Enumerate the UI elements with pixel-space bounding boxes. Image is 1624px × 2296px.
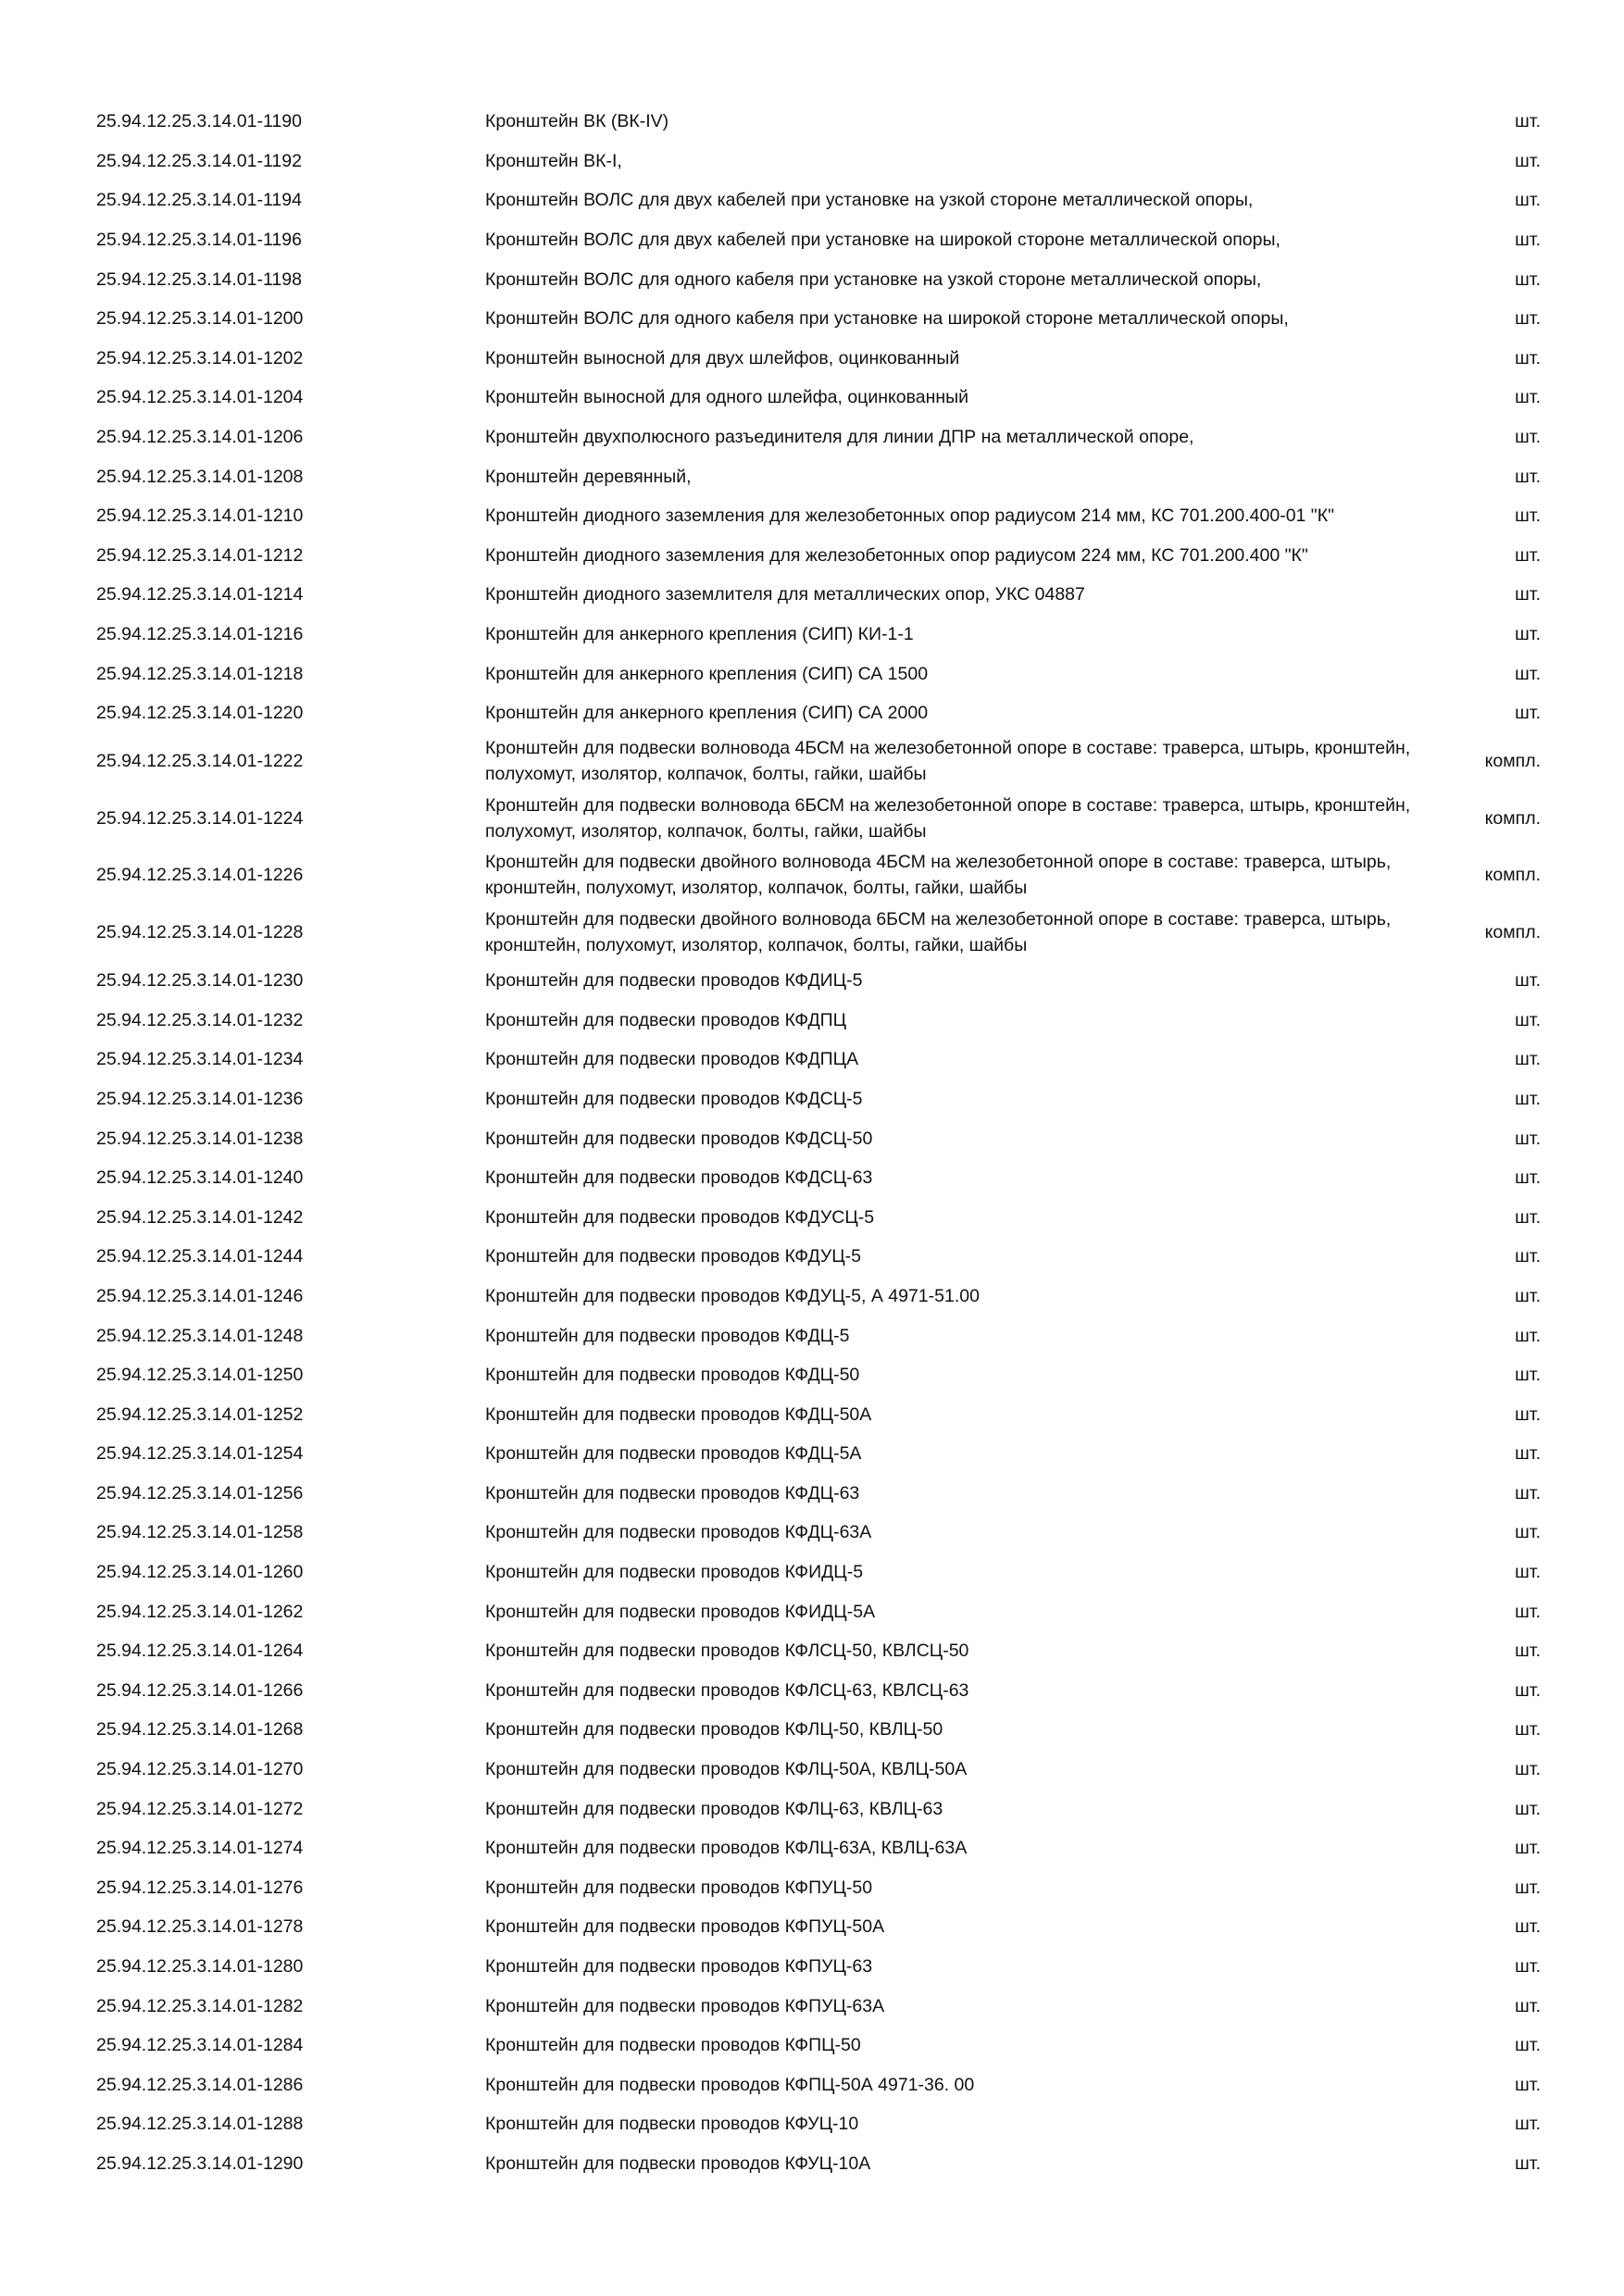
table-row — [96, 1986, 1572, 2026]
table-row — [96, 2026, 1572, 2065]
resource-name: Кронштейн для подвески проводов КФЛСЦ-63, КВЛСЦ-63 — [485, 1679, 969, 1701]
table-row — [96, 378, 1572, 418]
unit-of-measure: шт. — [1515, 308, 1541, 330]
unit-of-measure: шт. — [1515, 1719, 1541, 1741]
resource-name: Кронштейн для подвески проводов КФДЦ-63 — [485, 1482, 860, 1504]
unit-of-measure: компл. — [1484, 807, 1541, 829]
unit-of-measure: шт. — [1515, 544, 1541, 566]
resource-code: 25.94.12.25.3.14.01-1212 — [96, 544, 304, 566]
resource-name: Кронштейн для подвески проводов КФЛЦ-50, КВЛЦ-50 — [485, 1719, 943, 1741]
resource-name: Кронштейн для подвески проводов КФЛЦ-63А, КВЛЦ-63А — [485, 1838, 968, 1859]
resource-code: 25.94.12.25.3.14.01-1250 — [96, 1365, 304, 1386]
resource-name: Кронштейн для анкерного крепления (СИП) СА 2000 — [485, 703, 929, 724]
resource-name: Кронштейн для подвески волновода 6БСМ на железобетонной опоре в составе: траверса, штырь, кронштейн, полухомут, изолятор, колпачок, болты, гайки, шайбы — [485, 794, 1411, 842]
unit-of-measure: шт. — [1515, 427, 1541, 448]
unit-of-measure: шт. — [1515, 111, 1541, 132]
resource-name: Кронштейн для подвески проводов КФПУЦ-50А — [485, 1916, 885, 1938]
resource-code: 25.94.12.25.3.14.01-1232 — [96, 1009, 304, 1030]
resource-name: Кронштейн для подвески проводов КФДЦ-63А — [485, 1522, 872, 1543]
unit-of-measure: шт. — [1515, 2114, 1541, 2135]
resource-name: Кронштейн для подвески проводов КФДЦ-5 — [485, 1325, 850, 1346]
table-row — [96, 1907, 1572, 1947]
resource-code: 25.94.12.25.3.14.01-1284 — [96, 2035, 304, 2056]
table-row — [96, 1513, 1572, 1553]
resource-code: 25.94.12.25.3.14.01-1266 — [96, 1679, 304, 1701]
resource-code: 25.94.12.25.3.14.01-1264 — [96, 1641, 304, 1662]
resource-name: Кронштейн для подвески проводов КФДЦ-50А — [485, 1404, 872, 1425]
resource-name: Кронштейн для подвески проводов КФЛСЦ-50, КВЛСЦ-50 — [485, 1641, 969, 1662]
unit-of-measure: шт. — [1515, 230, 1541, 251]
table-row — [96, 418, 1572, 457]
table-row — [96, 904, 1572, 961]
table-row — [96, 1118, 1572, 1158]
table-row — [96, 2144, 1572, 2184]
table-row — [96, 496, 1572, 536]
resource-code: 25.94.12.25.3.14.01-1208 — [96, 466, 304, 487]
unit-of-measure: компл. — [1484, 865, 1541, 886]
unit-of-measure: шт. — [1515, 1838, 1541, 1859]
resource-name: Кронштейн для подвески проводов КФДУЦ-5, А 4971-51.00 — [485, 1285, 980, 1306]
resource-name: Кронштейн для подвески проводов КФДСЦ-50 — [485, 1128, 873, 1149]
unit-of-measure: шт. — [1515, 1601, 1541, 1622]
unit-of-measure: шт. — [1515, 1246, 1541, 1267]
resource-code: 25.94.12.25.3.14.01-1238 — [96, 1128, 304, 1149]
resource-code: 25.94.12.25.3.14.01-1226 — [96, 865, 304, 886]
resource-code: 25.94.12.25.3.14.01-1242 — [96, 1206, 304, 1228]
resource-name: Кронштейн диодного заземления для железобетонных опор радиусом 224 мм, КС 701.200.400 "К" — [485, 544, 1308, 566]
table-row — [96, 102, 1572, 142]
resource-code: 25.94.12.25.3.14.01-1248 — [96, 1325, 304, 1346]
resource-name: Кронштейн для подвески проводов КФЛЦ-63, КВЛЦ-63 — [485, 1798, 943, 1819]
resource-code: 25.94.12.25.3.14.01-1290 — [96, 2152, 304, 2174]
table-row — [96, 2065, 1572, 2105]
resource-name: Кронштейн для подвески проводов КФУЦ-10А — [485, 2152, 871, 2174]
resource-code: 25.94.12.25.3.14.01-1256 — [96, 1482, 304, 1504]
table-row — [96, 1000, 1572, 1040]
resource-code: 25.94.12.25.3.14.01-1278 — [96, 1916, 304, 1938]
unit-of-measure: шт. — [1515, 1285, 1541, 1306]
unit-of-measure: шт. — [1515, 1128, 1541, 1149]
unit-of-measure: шт. — [1515, 1443, 1541, 1465]
resource-name: Кронштейн деревянный, — [485, 466, 692, 487]
table-row — [96, 733, 1572, 791]
resource-code: 25.94.12.25.3.14.01-1274 — [96, 1838, 304, 1859]
resource-name: Кронштейн для подвески проводов КФПУЦ-63А — [485, 1995, 885, 2016]
resource-code: 25.94.12.25.3.14.01-1202 — [96, 347, 304, 368]
resource-code: 25.94.12.25.3.14.01-1194 — [96, 190, 302, 211]
unit-of-measure: шт. — [1515, 505, 1541, 527]
table-row — [96, 1237, 1572, 1277]
unit-of-measure: шт. — [1515, 1404, 1541, 1425]
table-row — [96, 1434, 1572, 1474]
resource-code: 25.94.12.25.3.14.01-1222 — [96, 751, 304, 772]
resource-code: 25.94.12.25.3.14.01-1218 — [96, 663, 304, 684]
resource-code: 25.94.12.25.3.14.01-1280 — [96, 1956, 304, 1978]
unit-of-measure: шт. — [1515, 347, 1541, 368]
table-row — [96, 1828, 1572, 1868]
unit-of-measure: шт. — [1515, 387, 1541, 408]
resource-name: Кронштейн ВК-I, — [485, 150, 622, 171]
unit-of-measure: шт. — [1515, 1995, 1541, 2016]
resource-code: 25.94.12.25.3.14.01-1276 — [96, 1877, 304, 1898]
unit-of-measure: шт. — [1515, 1877, 1541, 1898]
resource-name: Кронштейн ВОЛС для одного кабеля при установке на широкой стороне металлической опоры, — [485, 308, 1289, 330]
table-row — [96, 654, 1572, 693]
resource-code: 25.94.12.25.3.14.01-1270 — [96, 1759, 304, 1780]
resource-name: Кронштейн для подвески проводов КФПЦ-50 — [485, 2035, 861, 2056]
unit-of-measure: шт. — [1515, 190, 1541, 211]
unit-of-measure: шт. — [1515, 466, 1541, 487]
unit-of-measure: шт. — [1515, 1049, 1541, 1070]
resource-name: Кронштейн для подвески проводов КФДСЦ-63 — [485, 1167, 873, 1189]
unit-of-measure: шт. — [1515, 1956, 1541, 1978]
resource-code: 25.94.12.25.3.14.01-1214 — [96, 584, 304, 605]
resource-name: Кронштейн для подвески проводов КФПУЦ-63 — [485, 1956, 873, 1978]
table-row — [96, 693, 1572, 733]
table-row — [96, 615, 1572, 655]
table-row — [96, 1277, 1572, 1316]
resource-name: Кронштейн для анкерного крепления (СИП) КИ-1-1 — [485, 624, 914, 645]
unit-of-measure: шт. — [1515, 2035, 1541, 2056]
resource-code: 25.94.12.25.3.14.01-1282 — [96, 1995, 304, 2016]
table-row — [96, 1789, 1572, 1828]
unit-of-measure: шт. — [1515, 584, 1541, 605]
unit-of-measure: шт. — [1515, 1916, 1541, 1938]
resource-name: Кронштейн диодного заземлителя для металлических опор, УКС 04887 — [485, 584, 1085, 605]
resource-code: 25.94.12.25.3.14.01-1192 — [96, 150, 302, 171]
resource-code: 25.94.12.25.3.14.01-1246 — [96, 1285, 304, 1306]
table-row — [96, 1671, 1572, 1711]
table-row — [96, 1553, 1572, 1592]
resource-name: Кронштейн выносной для одного шлейфа, оцинкованный — [485, 387, 969, 408]
table-row — [96, 1474, 1572, 1514]
resource-name: Кронштейн ВОЛС для одного кабеля при установке на узкой стороне металлической опоры, — [485, 268, 1262, 290]
unit-of-measure: шт. — [1515, 1167, 1541, 1189]
resource-name: Кронштейн для подвески проводов КФДУЦ-5 — [485, 1246, 862, 1267]
unit-of-measure: шт. — [1515, 1365, 1541, 1386]
unit-of-measure: шт. — [1515, 1641, 1541, 1662]
resource-name: Кронштейн для подвески проводов КФЛЦ-50А, КВЛЦ-50А — [485, 1759, 968, 1780]
resource-code: 25.94.12.25.3.14.01-1286 — [96, 2074, 304, 2095]
table-row — [96, 456, 1572, 496]
unit-of-measure: шт. — [1515, 1522, 1541, 1543]
table-row — [96, 339, 1572, 379]
resource-name: Кронштейн для подвески проводов КФИДЦ-5А — [485, 1601, 876, 1622]
table-row — [96, 1750, 1572, 1790]
resource-name: Кронштейн для подвески проводов КФИДЦ-5 — [485, 1562, 864, 1583]
resource-code: 25.94.12.25.3.14.01-1244 — [96, 1246, 304, 1267]
unit-of-measure: компл. — [1484, 751, 1541, 772]
resource-code: 25.94.12.25.3.14.01-1198 — [96, 268, 302, 290]
resource-code: 25.94.12.25.3.14.01-1220 — [96, 703, 304, 724]
unit-of-measure: шт. — [1515, 1088, 1541, 1109]
unit-of-measure: шт. — [1515, 663, 1541, 684]
resource-code: 25.94.12.25.3.14.01-1288 — [96, 2114, 304, 2135]
resource-name: Кронштейн для подвески проводов КФДИЦ-5 — [485, 970, 863, 992]
unit-of-measure: шт. — [1515, 2152, 1541, 2174]
unit-of-measure: шт. — [1515, 1798, 1541, 1819]
unit-of-measure: шт. — [1515, 268, 1541, 290]
table-row — [96, 536, 1572, 576]
resource-code: 25.94.12.25.3.14.01-1240 — [96, 1167, 304, 1189]
unit-of-measure: шт. — [1515, 1206, 1541, 1228]
table-row — [96, 220, 1572, 260]
table-row — [96, 961, 1572, 1001]
resource-name: Кронштейн ВОЛС для двух кабелей при установке на узкой стороне металлической опоры, — [485, 190, 1254, 211]
table-row — [96, 1631, 1572, 1671]
table-row — [96, 1040, 1572, 1079]
resource-name: Кронштейн для подвески проводов КФПУЦ-50 — [485, 1877, 873, 1898]
unit-of-measure: шт. — [1515, 703, 1541, 724]
unit-of-measure: шт. — [1515, 624, 1541, 645]
resource-code: 25.94.12.25.3.14.01-1268 — [96, 1719, 304, 1741]
resource-name: Кронштейн для подвески проводов КФПЦ-50А 4971-36. 00 — [485, 2074, 975, 2095]
resource-code: 25.94.12.25.3.14.01-1258 — [96, 1522, 304, 1543]
resource-code: 25.94.12.25.3.14.01-1216 — [96, 624, 304, 645]
unit-of-measure: шт. — [1515, 1482, 1541, 1504]
resource-name: Кронштейн для подвески проводов КФДУСЦ-5 — [485, 1206, 875, 1228]
table-row — [96, 1079, 1572, 1119]
resource-name: Кронштейн ВОЛС для двух кабелей при установке на широкой стороне металлической опоры, — [485, 230, 1280, 251]
resource-name: Кронштейн для подвески проводов КФУЦ-10 — [485, 2114, 859, 2135]
unit-of-measure: шт. — [1515, 1759, 1541, 1780]
unit-of-measure: шт. — [1515, 150, 1541, 171]
resource-code: 25.94.12.25.3.14.01-1252 — [96, 1404, 304, 1425]
resource-code: 25.94.12.25.3.14.01-1228 — [96, 922, 304, 943]
table-row — [96, 299, 1572, 339]
resource-name: Кронштейн для подвески двойного волновода 6БСМ на железобетонной опоре в составе: траверса, штырь, кронштейн, полухомут, изолятор, колпачок, болты, гайки, шайбы — [485, 909, 1392, 956]
resource-code: 25.94.12.25.3.14.01-1254 — [96, 1443, 304, 1465]
resource-name: Кронштейн для подвески двойного волновода 4БСМ на железобетонной опоре в составе: траверса, штырь, кронштейн, полухомут, изолятор, колпачок, болты, гайки, шайбы — [485, 852, 1392, 899]
resource-name: Кронштейн для подвески проводов КФДЦ-50 — [485, 1365, 860, 1386]
resource-code: 25.94.12.25.3.14.01-1234 — [96, 1049, 304, 1070]
table-row — [96, 142, 1572, 181]
table-row — [96, 1591, 1572, 1631]
table-row — [96, 1355, 1572, 1395]
table-row — [96, 847, 1572, 905]
resource-name: Кронштейн для подвески проводов КФДПЦА — [485, 1049, 859, 1070]
resource-name: Кронштейн двухполюсного разъединителя для линии ДПР на металлической опоре, — [485, 427, 1194, 448]
unit-of-measure: шт. — [1515, 1679, 1541, 1701]
table-row — [96, 790, 1572, 847]
table-row — [96, 1868, 1572, 1908]
resource-name: Кронштейн выносной для двух шлейфов, оцинкованный — [485, 347, 960, 368]
unit-of-measure: шт. — [1515, 970, 1541, 992]
table-row — [96, 1947, 1572, 1987]
resource-code: 25.94.12.25.3.14.01-1260 — [96, 1562, 304, 1583]
resource-code: 25.94.12.25.3.14.01-1204 — [96, 387, 304, 408]
unit-of-measure: шт. — [1515, 1325, 1541, 1346]
resource-code: 25.94.12.25.3.14.01-1230 — [96, 970, 304, 992]
unit-of-measure: шт. — [1515, 1009, 1541, 1030]
classifier-table — [96, 102, 1572, 2183]
resource-name: Кронштейн для подвески волновода 4БСМ на железобетонной опоре в составе: траверса, штырь, кронштейн, полухомут, изолятор, колпачок, болты, гайки, шайбы — [485, 738, 1411, 785]
table-row — [96, 575, 1572, 615]
table-row — [96, 259, 1572, 299]
resource-name: Кронштейн для анкерного крепления (СИП) СА 1500 — [485, 663, 929, 684]
table-row — [96, 1197, 1572, 1237]
table-row — [96, 1158, 1572, 1198]
table-row — [96, 2104, 1572, 2144]
unit-of-measure: шт. — [1515, 2074, 1541, 2095]
table-row — [96, 1316, 1572, 1355]
resource-code: 25.94.12.25.3.14.01-1190 — [96, 111, 302, 132]
resource-name: Кронштейн для подвески проводов КФДЦ-5А — [485, 1443, 862, 1465]
resource-name: Кронштейн для подвески проводов КФДПЦ — [485, 1009, 847, 1030]
table-row — [96, 1394, 1572, 1434]
unit-of-measure: компл. — [1484, 922, 1541, 943]
unit-of-measure: шт. — [1515, 1562, 1541, 1583]
resource-code: 25.94.12.25.3.14.01-1224 — [96, 807, 304, 829]
resource-name: Кронштейн для подвески проводов КФДСЦ-5 — [485, 1088, 863, 1109]
resource-name: Кронштейн диодного заземления для железобетонных опор радиусом 214 мм, КС 701.200.400-01 "К" — [485, 505, 1335, 527]
resource-code: 25.94.12.25.3.14.01-1210 — [96, 505, 304, 527]
table-row — [96, 1710, 1572, 1750]
resource-code: 25.94.12.25.3.14.01-1200 — [96, 308, 304, 330]
resource-code: 25.94.12.25.3.14.01-1272 — [96, 1798, 304, 1819]
resource-name: Кронштейн ВК (ВК-IV) — [485, 111, 669, 132]
resource-code: 25.94.12.25.3.14.01-1196 — [96, 230, 302, 251]
resource-code: 25.94.12.25.3.14.01-1206 — [96, 427, 304, 448]
resource-code: 25.94.12.25.3.14.01-1236 — [96, 1088, 304, 1109]
resource-code: 25.94.12.25.3.14.01-1262 — [96, 1601, 304, 1622]
table-row — [96, 181, 1572, 220]
